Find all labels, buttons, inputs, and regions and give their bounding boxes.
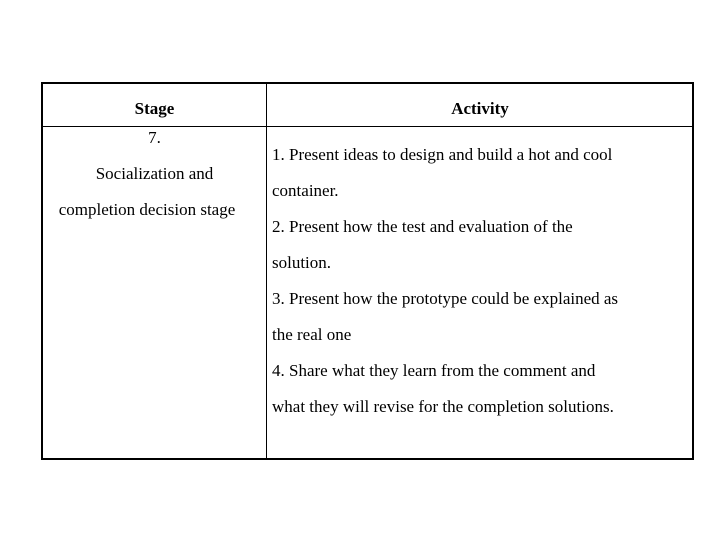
stage-name-line-2: completion decision stage [58,200,236,219]
activity-line: 2. Present how the test and evaluation of the [272,217,573,236]
activity-line: 1. Present ideas to design and build a hot and cool [272,145,613,164]
stage-cell [43,127,266,228]
activity-line: container. [272,181,339,200]
activity-line: the real one [272,325,352,344]
activity-line: 3. Present how the prototype could be explained as [272,289,619,308]
column-divider [266,84,267,458]
stage-number: 7. [148,128,161,147]
stage-activity-table [41,82,694,460]
activity-line: solution. [272,253,332,272]
activity-line: what they will revise for the completion solutions. [272,397,614,416]
stage-name-line-1: Socialization and [95,164,214,183]
activity-line: 4. Share what they learn from the comment and [272,361,596,380]
activity-cell [272,127,692,425]
header-stage: Stage [134,99,175,118]
header-activity: Activity [451,99,509,118]
